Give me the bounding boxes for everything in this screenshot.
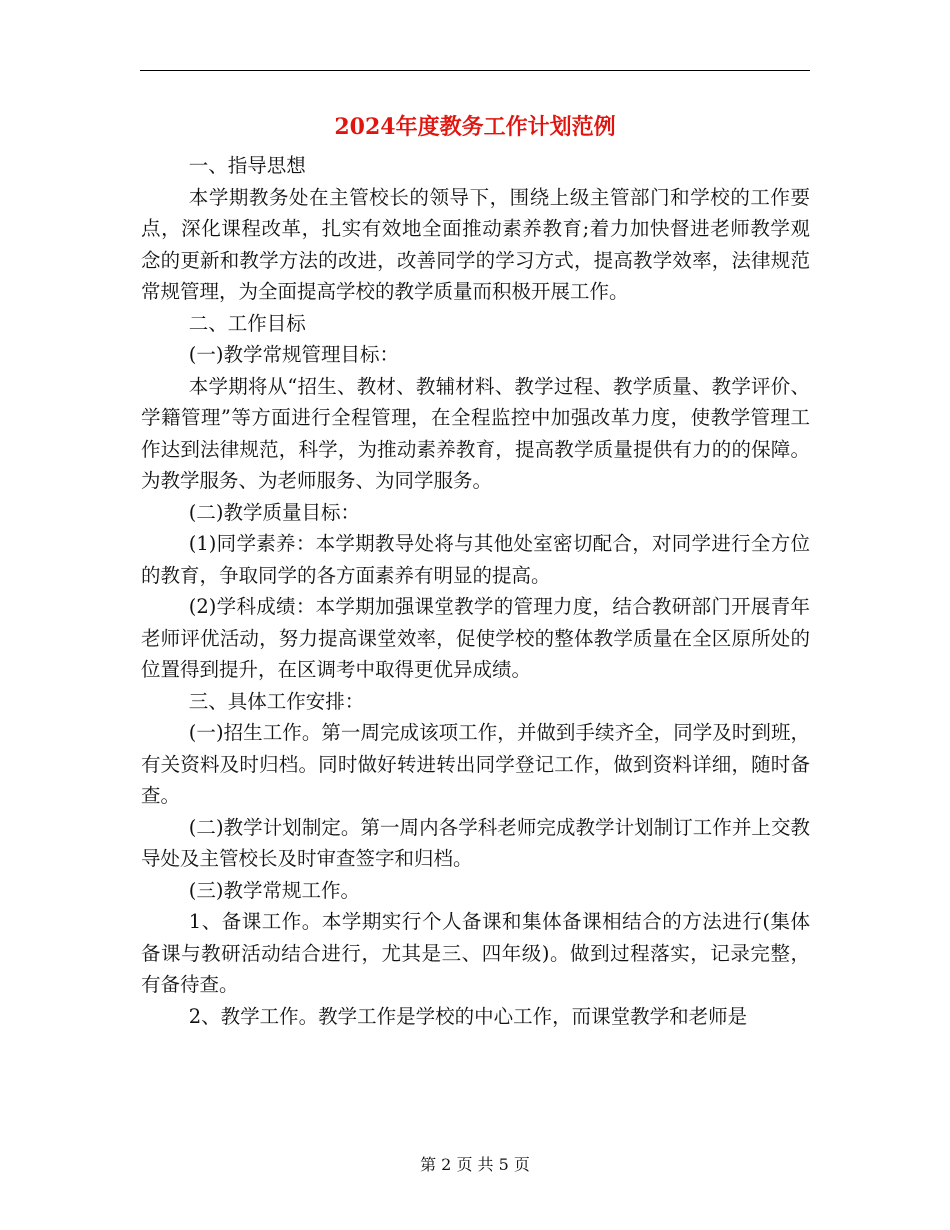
section-heading-work-goals: 二、工作目标 [188, 311, 306, 335]
paragraph-guiding-thought: 本学期教务处在主管校长的领导下，围绕上级主管部门和学校的工作要点，深化课程改革，扎实有效地全面推动素养教育;着力加快督进老师教学观念的更新和教学方法的改进，改善同学的学习方式，提高教学效率，法律规范常规管理，为全面提高学校的教学质量而积极开展工作。 [141, 185, 810, 303]
section-heading-arrangements: 三、具体工作安排： [188, 689, 365, 713]
section-heading-guiding-thought: 一、指导思想 [188, 154, 306, 177]
paragraph-student-quality: (1)同学素养：本学期教导处将与其他处室密切配合，对同学进行全方位的教育，争取同学的各方面素养有明显的提高。 [141, 532, 810, 587]
paragraph-enrollment: (一)招生工作。第一周完成该项工作，并做到手续齐全，同学及时到班，有关资料及时归档。同时做好转进转出同学登记工作，做到资料详细，随时备查。 [141, 721, 810, 807]
document-body [141, 150, 810, 1032]
paragraph-subject-results: (2)学科成绩：本学期加强课堂教学的管理力度，结合教研部门开展青年老师评优活动，努力提高课堂效率，促使学校的整体教学质量在全区原所处的位置得到提升，在区调考中取得更优异成绩。 [141, 595, 810, 681]
subheading-quality-goals: (二)教学质量目标： [188, 500, 360, 524]
header-rule [140, 70, 810, 71]
page-number: 第 2 页 共 5 页 [420, 1155, 530, 1174]
paragraph-lesson-prep: 1、备课工作。本学期实行个人备课和集体备课相结合的方法进行(集体备课与教研活动结合进行，尤其是三、四年级)。做到过程落实，记录完整，有备待查。 [141, 910, 810, 996]
paragraph-teaching-work: 2、教学工作。教学工作是学校的中心工作，而课堂教学和老师是 [188, 1004, 748, 1028]
document-title: 2024年度教务工作计划范例 [334, 114, 616, 140]
subheading-routine-management: (一)教学常规管理目标： [188, 343, 399, 366]
subheading-routine-work: (三)教学常规工作。 [188, 878, 360, 902]
paragraph-teaching-plan: (二)教学计划制定。第一周内各学科老师完成教学计划制订工作并上交教导处及主管校长及时审查签字和归档。 [141, 815, 810, 870]
paragraph-routine-management: 本学期将从“招生、教材、教辅材料、教学过程、教学质量、教学评价、学籍管理”等方面进行全程管理，在全程监控中加强改革力度，使教学管理工作达到法律规范，科学，为推动素养教育，提高教学质量提供有力的的保障。为教学服务、为老师服务、为同学服务。 [141, 374, 810, 492]
